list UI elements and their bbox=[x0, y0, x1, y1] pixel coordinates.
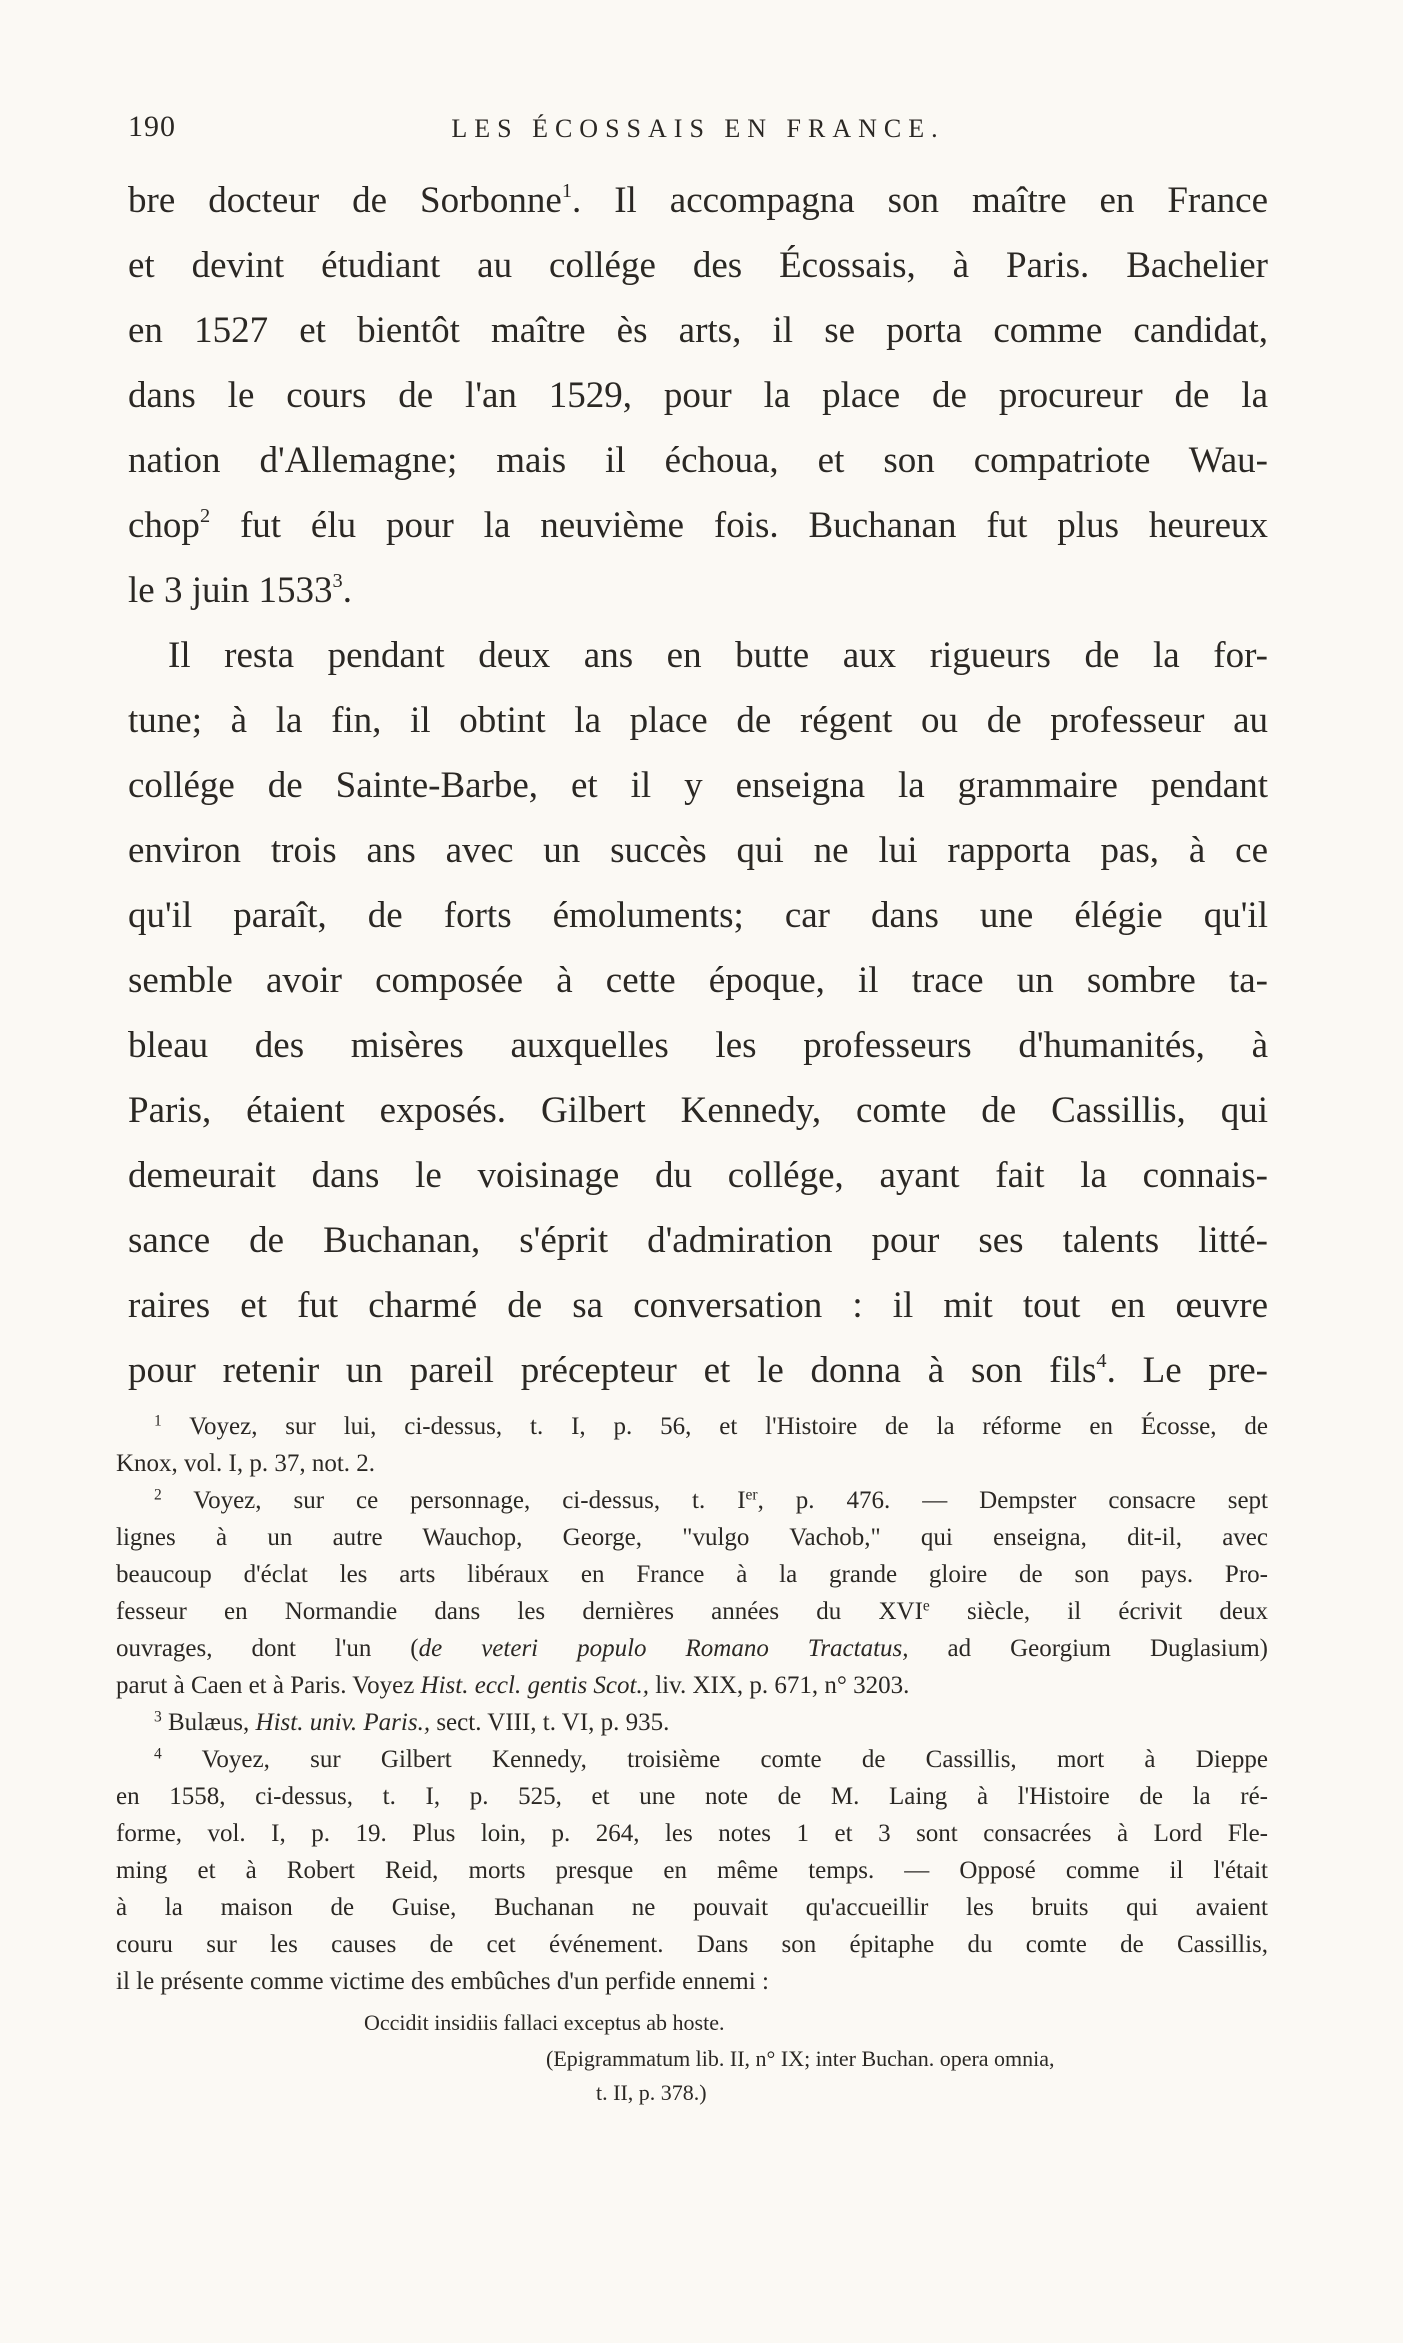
body-line: raires et fut charmé de sa conversation : il mit tout en œuvre bbox=[128, 1285, 1268, 1326]
body-line: qu'il paraît, de forts émoluments; car dans une élégie qu'il bbox=[128, 895, 1268, 936]
footnote-ref: 3 bbox=[332, 569, 343, 592]
body-line: pour retenir un pareil précepteur et le donna à son fils$^4$. Le pre- bbox=[128, 1349, 1268, 1391]
body-line: dans le cours de l'an 1529, pour la place de procureur de la bbox=[128, 375, 1268, 416]
epitaph-source-cont: t. II, p. 378.) bbox=[596, 2080, 707, 2105]
footnote-line: en 1558, ci-dessus, t. I, p. 525, et une note de M. Laing à l'Histoire de la ré- bbox=[116, 1783, 1268, 1810]
body-line: en 1527 et bientôt maître ès arts, il se porta comme candidat, bbox=[128, 310, 1268, 351]
epitaph-source: (Epigrammatum lib. II, n° IX; inter Buchan. opera omnia, bbox=[546, 2046, 1055, 2071]
body-line: sance de Buchanan, s'éprit d'admiration pour ses talents litté- bbox=[128, 1220, 1268, 1261]
footnote-line: à la maison de Guise, Buchanan ne pouvait qu'accueillir les bruits qui avaient bbox=[116, 1894, 1268, 1921]
body-line: chop$^2$ fut élu pour la neuvième fois. Buchanan fut plus heureux bbox=[128, 504, 1268, 546]
body-line: et devint étudiant au collége des Écossais, à Paris. Bachelier bbox=[128, 245, 1268, 286]
footnote-number: 3 bbox=[154, 1708, 162, 1726]
footnote-ref: 1 bbox=[561, 179, 572, 202]
epitaph-verse: Occidit insidiis fallaci exceptus ab hoste. bbox=[364, 2010, 725, 2035]
body-line: bleau des misères auxquelles les professeurs d'humanités, à bbox=[128, 1025, 1268, 1066]
page-header bbox=[128, 110, 1268, 150]
body-line: bre docteur de Sorbonne$^1$. Il accompagna son maître en France bbox=[128, 179, 1268, 221]
body-line: environ trois ans avec un succès qui ne lui rapporta pas, à ce bbox=[128, 830, 1268, 871]
footnote-line: ouvrages, dont l'un (de veteri populo Romano Tractatus, ad Georgium Duglasium) bbox=[116, 1635, 1269, 1662]
footnote-ref: 4 bbox=[1096, 1349, 1107, 1372]
footnote-line: lignes à un autre Wauchop, George, "vulgo Vachob," qui enseigna, dit-il, avec bbox=[116, 1524, 1268, 1551]
body-line: collége de Sainte-Barbe, et il y enseigna la grammaire pendant bbox=[128, 765, 1268, 806]
footnote-line: Knox, vol. I, p. 37, not. 2. bbox=[116, 1450, 376, 1477]
body-line: tune; à la fin, il obtint la place de régent ou de professeur au bbox=[128, 700, 1268, 741]
footnotes bbox=[116, 1408, 1268, 2110]
footnote-line: il le présente comme victime des embûches d'un perfide ennemi : bbox=[116, 1968, 769, 1995]
footnote-number: 4 bbox=[154, 1745, 162, 1763]
body-line: semble avoir composée à cette époque, il trace un sombre ta- bbox=[128, 960, 1268, 1001]
footnote-line: parut à Caen et à Paris. Voyez Hist. eccl. gentis Scot., liv. XIX, p. 671, n° 3203. bbox=[116, 1672, 910, 1699]
body-line: Il resta pendant deux ans en butte aux rigueurs de la for- bbox=[168, 635, 1268, 676]
footnote-line: ming et à Robert Reid, morts presque en même temps. — Opposé comme il l'était bbox=[116, 1857, 1268, 1884]
footnote-number: 1 bbox=[154, 1412, 162, 1430]
footnote-line: $^4$ Voyez, sur Gilbert Kennedy, troisième comte de Cassillis, mort à Dieppe bbox=[154, 1745, 1268, 1773]
footnote-line: $^3$ Bulæus, Hist. univ. Paris., sect. VIII, t. VI, p. 935. bbox=[154, 1708, 670, 1736]
body-line: demeurait dans le voisinage du collége, ayant fait la connais- bbox=[128, 1155, 1268, 1196]
footnote-line: forme, vol. I, p. 19. Plus loin, p. 264, les notes 1 et 3 sont consacrées à Lord Fle- bbox=[116, 1820, 1268, 1847]
footnote-line: beaucoup d'éclat les arts libéraux en France à la grande gloire de son pays. Pro- bbox=[116, 1561, 1268, 1588]
footnote-number: 2 bbox=[154, 1486, 162, 1504]
footnote-ref: 2 bbox=[199, 504, 211, 527]
body-line: Paris, étaient exposés. Gilbert Kennedy, comte de Cassillis, qui bbox=[128, 1090, 1268, 1131]
running-title: LES ÉCOSSAIS EN FRANCE. bbox=[451, 114, 945, 143]
footnote-line: $^2$ Voyez, sur ce personnage, ci-dessus, t. Ier, p. 476. — Dempster consacre sept bbox=[154, 1486, 1268, 1514]
footnote-line: couru sur les causes de cet événement. Dans son épitaphe du comte de Cassillis, bbox=[116, 1931, 1268, 1958]
footnote-line: $^1$ Voyez, sur lui, ci-dessus, t. I, p. 56, et l'Histoire de la réforme en Écosse, de bbox=[154, 1412, 1268, 1440]
page-number: 190 bbox=[128, 110, 176, 143]
body-line: nation d'Allemagne; mais il échoua, et son compatriote Wau- bbox=[128, 440, 1268, 481]
footnote-line: fesseur en Normandie dans les dernières années du XVIe siècle, il écrivit deux bbox=[116, 1597, 1268, 1625]
body-line: le 3 juin 1533$^3$. bbox=[128, 569, 352, 611]
body-text bbox=[128, 168, 1268, 1403]
